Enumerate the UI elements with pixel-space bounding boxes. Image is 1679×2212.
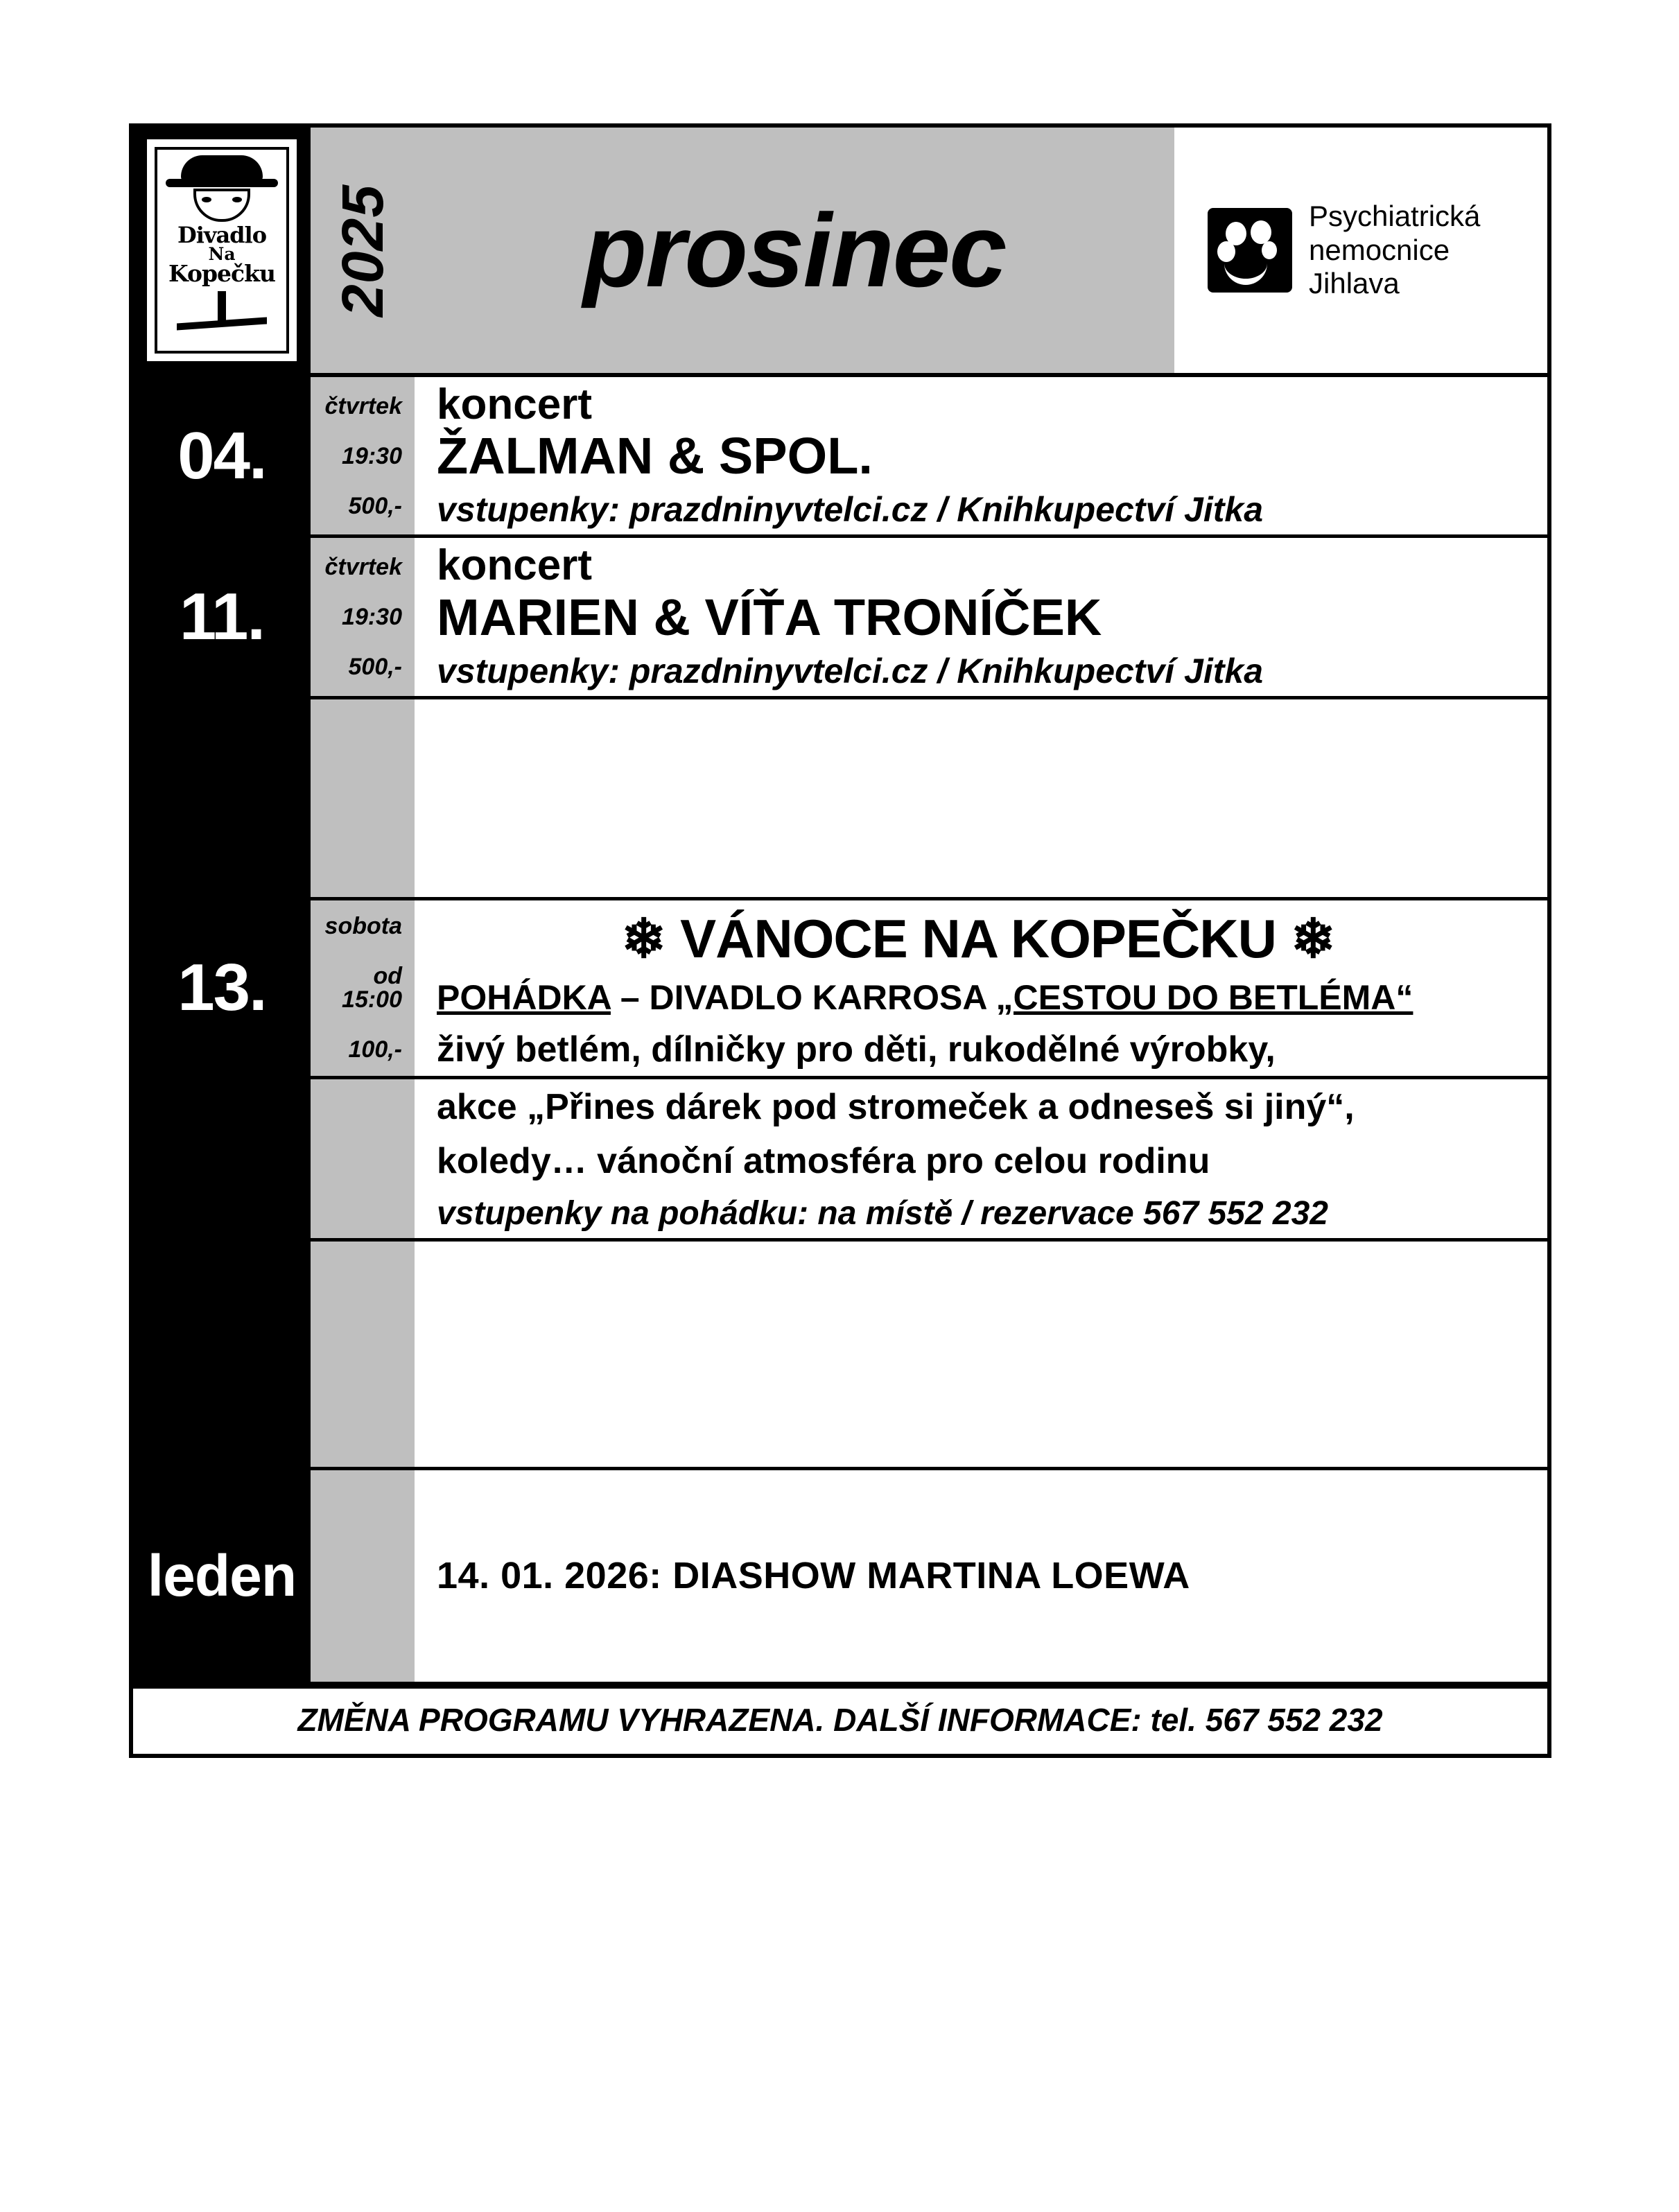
fairy-dash: – DIVADLO KARROSA bbox=[610, 977, 996, 1017]
xmas-line-2: akce „Přines dárek pod stromeček a odneseš si jiný“, bbox=[437, 1086, 1355, 1127]
event-content bbox=[415, 377, 1547, 534]
logo-line-3: Kopečku bbox=[168, 259, 275, 287]
weekday-label: čtvrtek bbox=[324, 392, 402, 419]
year-label: 2025 bbox=[329, 184, 395, 317]
fairy-name: „CESTOU DO BETLÉMA“ bbox=[995, 977, 1413, 1017]
hat-icon bbox=[181, 155, 263, 183]
event-kind: koncert bbox=[437, 381, 592, 428]
event-row bbox=[133, 377, 1547, 538]
event-tickets: vstupenky: prazdninyvtelci.cz / Knihkupectví Jitka bbox=[437, 651, 1264, 690]
xmas-line-3: koledy… vánoční atmosféra pro celou rodinu bbox=[437, 1140, 1210, 1181]
empty-day-cell bbox=[133, 1242, 311, 1467]
xmas-line-1: živý betlém, dílničky pro děti, rukodělné výrobky, bbox=[437, 1029, 1276, 1070]
event-content bbox=[415, 538, 1547, 695]
xmas-note: vstupenky na pohádku: na místě / rezervace 567 552 232 bbox=[437, 1194, 1328, 1232]
price-label: 500,- bbox=[348, 654, 402, 681]
year-cell bbox=[311, 128, 415, 373]
event-row bbox=[133, 538, 1547, 699]
event-kind: koncert bbox=[437, 541, 592, 590]
poster-footer: ZMĚNA PROGRAMU VYHRAZENA. DALŠÍ INFORMACE: tel. 567 552 232 bbox=[133, 1685, 1547, 1754]
poster-header bbox=[133, 128, 1547, 377]
empty-meta-cell bbox=[311, 1242, 415, 1467]
next-month-label: leden bbox=[147, 1542, 297, 1608]
event-title: MARIEN & VÍŤA TRONÍČEK bbox=[437, 588, 1102, 646]
empty-row bbox=[133, 699, 1547, 900]
event-meta bbox=[311, 538, 415, 695]
empty-row bbox=[133, 1242, 1547, 1470]
xmas-day bbox=[133, 900, 311, 1076]
empty-meta-cell bbox=[311, 699, 415, 897]
xmas-row-cont bbox=[133, 1079, 1547, 1242]
empty-day-cell bbox=[133, 699, 311, 897]
xmas-meta-blank bbox=[311, 1079, 415, 1238]
time-label: 19:30 bbox=[342, 442, 402, 469]
xmas-content-cont bbox=[415, 1079, 1547, 1238]
xmas-title: ❄ VÁNOCE NA KOPEČKU ❄ bbox=[621, 907, 1335, 969]
empty-content-cell bbox=[415, 1242, 1547, 1467]
event-tickets: vstupenky: prazdninyvtelci.cz / Knihkupectví Jitka bbox=[437, 490, 1264, 530]
theatre-logo-frame bbox=[147, 139, 297, 361]
theatre-logo bbox=[133, 128, 311, 373]
price-label: 500,- bbox=[348, 492, 402, 519]
program-poster bbox=[129, 123, 1551, 1758]
weekday-label: sobota bbox=[324, 913, 402, 940]
logo-line-1: Divadlo bbox=[177, 222, 267, 248]
flower-icon bbox=[1208, 208, 1292, 293]
face-icon bbox=[193, 189, 250, 222]
xmas-row bbox=[133, 900, 1547, 1079]
day-number: 04. bbox=[177, 418, 266, 493]
xmas-content bbox=[415, 900, 1547, 1076]
xmas-meta bbox=[311, 900, 415, 1076]
month-cell bbox=[415, 128, 1174, 373]
stand-icon bbox=[170, 291, 274, 331]
hospital-block bbox=[1174, 128, 1547, 373]
time-label: od 15:00 bbox=[342, 963, 402, 1013]
event-day bbox=[133, 377, 311, 534]
xmas-day-blank bbox=[133, 1079, 311, 1238]
day-number: 13. bbox=[177, 950, 266, 1025]
price-label: 100,- bbox=[348, 1036, 402, 1063]
day-number: 11. bbox=[179, 580, 265, 654]
event-title: ŽALMAN & SPOL. bbox=[437, 427, 873, 485]
next-month-row bbox=[133, 1470, 1547, 1685]
event-day bbox=[133, 538, 311, 695]
month-title: prosinec bbox=[583, 191, 1006, 308]
next-month-content bbox=[415, 1470, 1547, 1682]
empty-content-cell bbox=[415, 699, 1547, 897]
next-month-label-cell bbox=[133, 1470, 311, 1682]
hospital-name: Psychiatrická nemocnice Jihlava bbox=[1309, 199, 1481, 300]
logo-line-2: Na bbox=[208, 243, 236, 264]
time-label: 19:30 bbox=[342, 604, 402, 631]
next-month-text: 14. 01. 2026: DIASHOW MARTINA LOEWA bbox=[437, 1555, 1190, 1597]
weekday-label: čtvrtek bbox=[324, 554, 402, 581]
xmas-fairytale bbox=[437, 972, 1547, 1022]
event-meta bbox=[311, 377, 415, 534]
next-month-meta bbox=[311, 1470, 415, 1682]
fairy-label: POHÁDKA bbox=[437, 977, 611, 1017]
